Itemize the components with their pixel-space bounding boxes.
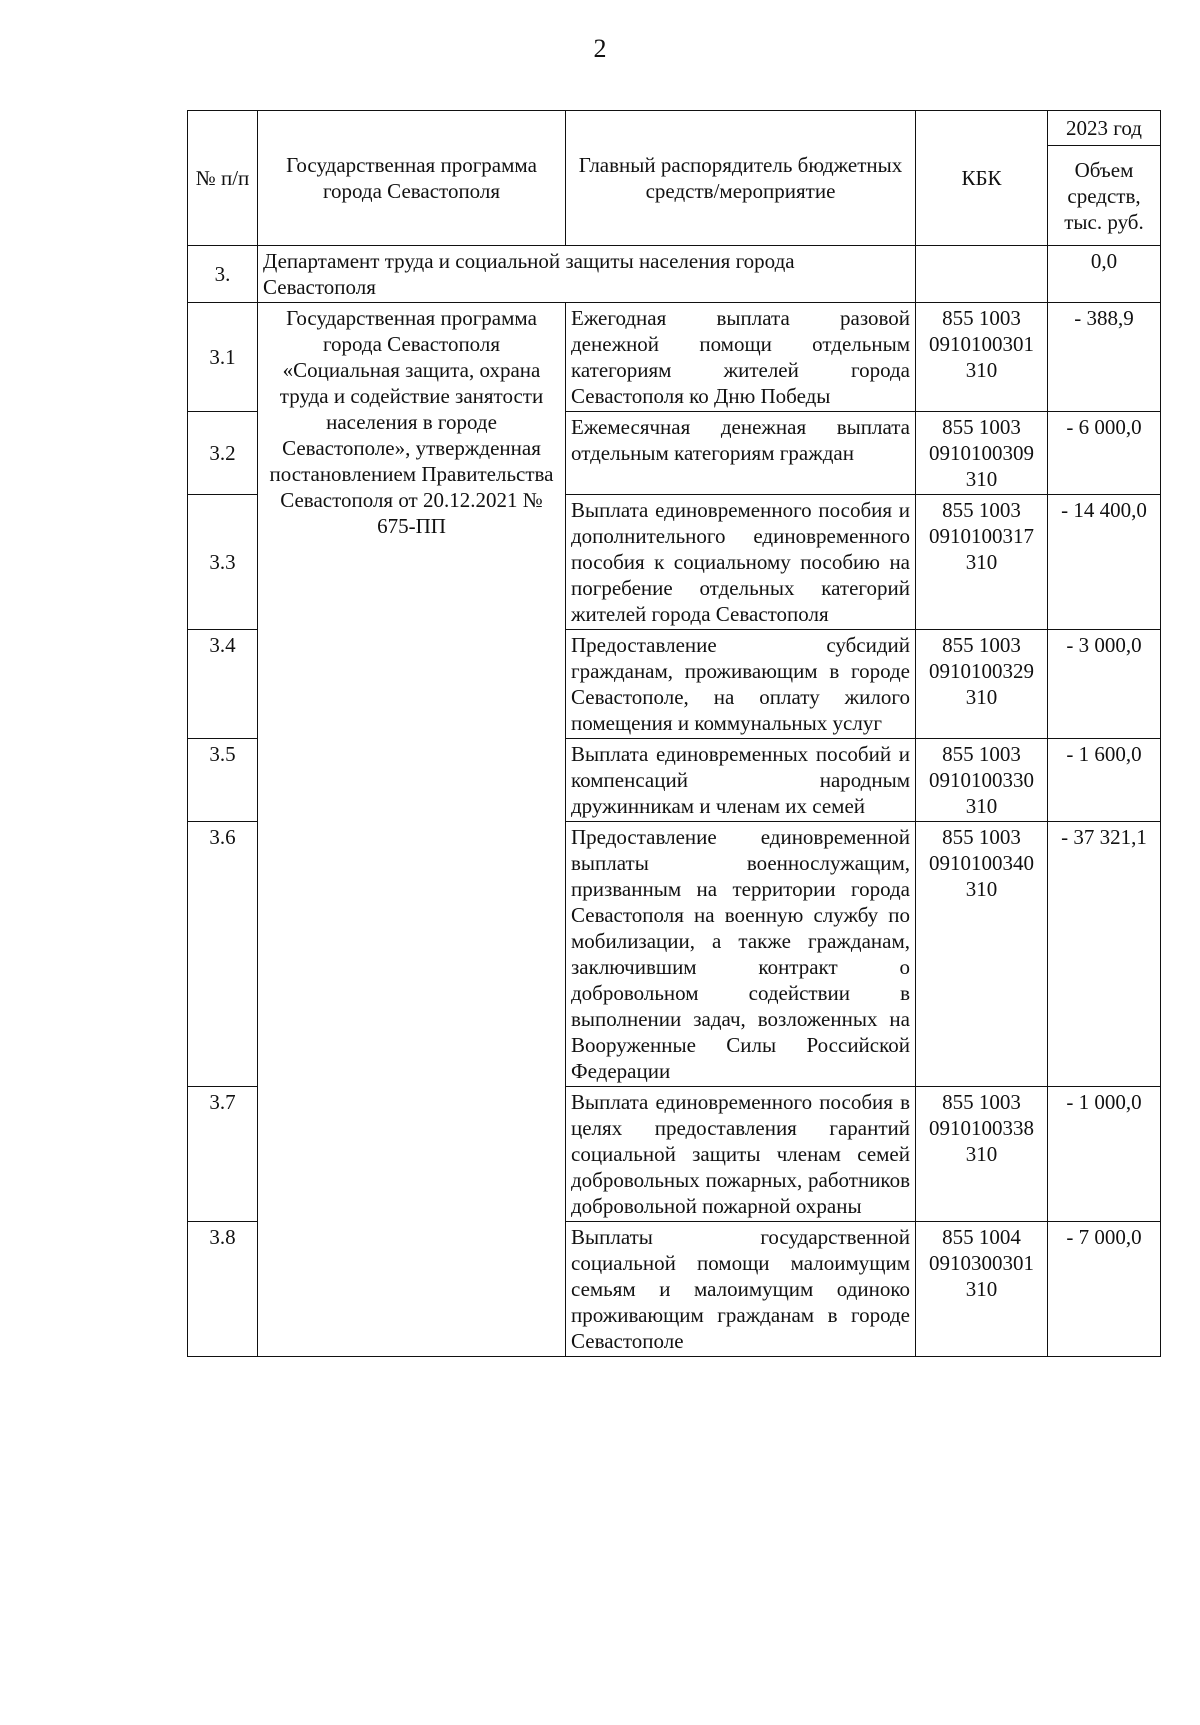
kbk-part: 0910300301 [929, 1251, 1034, 1275]
row-amount: - 1 000,0 [1048, 1087, 1161, 1222]
row-num: 3.8 [188, 1222, 258, 1357]
kbk-part: 855 1003 [942, 742, 1021, 766]
row-kbk [916, 1087, 1048, 1222]
kbk-part: 855 1003 [942, 498, 1021, 522]
row-amount: - 14 400,0 [1048, 495, 1161, 630]
header-volume: Объем средств, тыс. руб. [1048, 146, 1161, 246]
header-program: Государственная программа города Севастополя [258, 111, 566, 246]
department-name: Департамент труда и социальной защиты населения города Севастополя [258, 246, 916, 303]
row-amount: - 6 000,0 [1048, 412, 1161, 495]
row-kbk [916, 822, 1048, 1087]
budget-table [187, 110, 1161, 1357]
row-amount: - 7 000,0 [1048, 1222, 1161, 1357]
row-num: 3.1 [188, 303, 258, 412]
row-kbk [916, 495, 1048, 630]
department-kbk [916, 246, 1048, 303]
kbk-part: 310 [965, 1142, 998, 1166]
row-kbk [916, 1222, 1048, 1357]
row-num: 3.7 [188, 1087, 258, 1222]
kbk-part: 855 1003 [942, 415, 1021, 439]
kbk-part: 0910100301 [929, 332, 1034, 356]
kbk-part: 855 1003 [942, 825, 1021, 849]
kbk-part: 310 [965, 794, 998, 818]
row-num: 3.3 [188, 495, 258, 630]
row-kbk [916, 412, 1048, 495]
row-num: 3.2 [188, 412, 258, 495]
kbk-part: 310 [965, 467, 998, 491]
kbk-part: 0910100317 [929, 524, 1034, 548]
program-name: Государственная программа города Севастополя «Социальная защита, охрана труда и содействие занятости населения в городе Севастополе», утвержденная постановлением Правительства Севастополя от 20.12.2021 № 675-ПП [258, 303, 566, 1357]
row-amount: - 388,9 [1048, 303, 1161, 412]
kbk-part: 855 1003 [942, 1090, 1021, 1114]
kbk-part: 310 [965, 685, 998, 709]
kbk-part: 310 [965, 1277, 998, 1301]
department-row [188, 246, 1161, 303]
row-amount: - 1 600,0 [1048, 739, 1161, 822]
kbk-part: 0910100309 [929, 441, 1034, 465]
page-number: 2 [593, 34, 607, 63]
kbk-part: 855 1003 [942, 306, 1021, 330]
row-num: 3.6 [188, 822, 258, 1087]
row-amount: - 3 000,0 [1048, 630, 1161, 739]
kbk-part: 310 [965, 550, 998, 574]
kbk-part: 855 1003 [942, 633, 1021, 657]
row-measure: Ежемесячная денежная выплата отдельным категориям граждан [566, 412, 916, 495]
row-amount: - 37 321,1 [1048, 822, 1161, 1087]
row-kbk [916, 303, 1048, 412]
row-measure: Предоставление единовременной выплаты военнослужащим, призванным на территории города Севастополя на военную службу по мобилизации, а также гражданам, заключившим контракт о добровольном содействии в выполнении задач, возложенных на Вооруженные Силы Российской Федерации [566, 822, 916, 1087]
row-num: 3.5 [188, 739, 258, 822]
row-measure: Ежегодная выплата разовой денежной помощи отдельным категориям жителей города Севастополя ко Дню Победы [566, 303, 916, 412]
table-row [188, 303, 1161, 412]
kbk-part: 0910100329 [929, 659, 1034, 683]
department-total: 0,0 [1048, 246, 1161, 303]
row-num: 3.4 [188, 630, 258, 739]
header-kbk: КБК [916, 111, 1048, 246]
header-year: 2023 год [1048, 111, 1161, 146]
kbk-part: 310 [965, 877, 998, 901]
kbk-part: 855 1004 [942, 1225, 1021, 1249]
kbk-part: 0910100330 [929, 768, 1034, 792]
row-measure: Выплата единовременного пособия в целях предоставления гарантий социальной защиты членам семей добровольных пожарных, работников добровольной пожарной охраны [566, 1087, 916, 1222]
header-row [188, 111, 1161, 146]
row-measure: Предоставление субсидий гражданам, проживающим в городе Севастополе, на оплату жилого помещения и коммунальных услуг [566, 630, 916, 739]
row-measure: Выплата единовременного пособия и дополнительного единовременного пособия к социальному пособию на погребение отдельных категорий жителей города Севастополя [566, 495, 916, 630]
kbk-part: 310 [965, 358, 998, 382]
header-num: № п/п [188, 111, 258, 246]
kbk-part: 0910100338 [929, 1116, 1034, 1140]
row-measure: Выплата единовременных пособий и компенсаций народным дружинникам и членам их семей [566, 739, 916, 822]
row-kbk [916, 739, 1048, 822]
department-num: 3. [188, 246, 258, 303]
header-manager: Главный распорядитель бюджетных средств/мероприятие [566, 111, 916, 246]
row-measure: Выплаты государственной социальной помощи малоимущим семьям и малоимущим одиноко проживающим гражданам в городе Севастополе [566, 1222, 916, 1357]
row-kbk [916, 630, 1048, 739]
kbk-part: 0910100340 [929, 851, 1034, 875]
